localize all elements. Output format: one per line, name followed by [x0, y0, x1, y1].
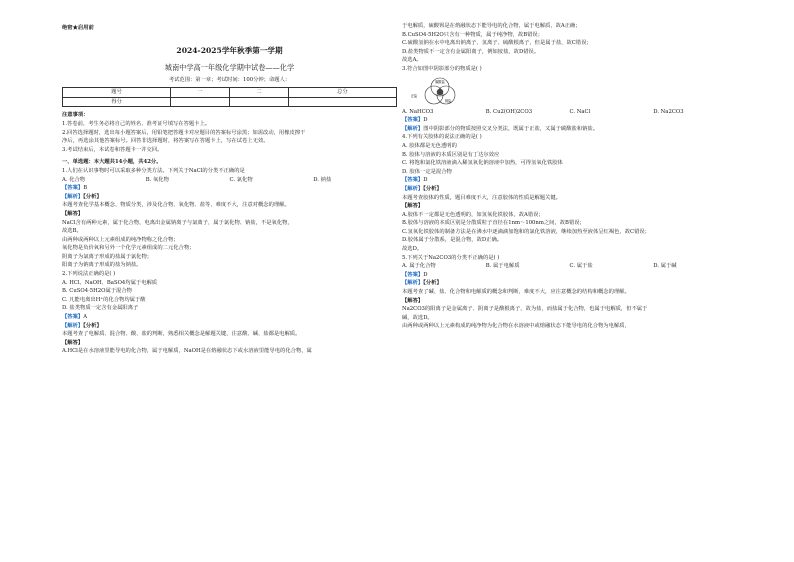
detail-label: 【解答】 — [402, 203, 424, 210]
score-cell: 得分 — [63, 97, 171, 107]
answer-line — [62, 184, 397, 193]
right-column — [402, 22, 737, 331]
option: D. 钠盐 — [313, 176, 332, 183]
question-4-stem: 4.下列有关胶体的说法正确的是( ) — [402, 134, 482, 141]
analysis-text: 图中阴影部分的物质按照交叉分类法，既属于正盐，又属于碳酸盐和钠盐。 — [423, 125, 599, 132]
answer-line — [402, 176, 737, 185]
option: A. NaHCO3 — [402, 108, 434, 115]
exam-subtitle: 城南中学高一年级化学期中试卷——化学 — [164, 62, 295, 72]
score-cell: 总分 — [288, 88, 396, 98]
answer-value: B — [83, 185, 88, 192]
detail-text: B.胶体与溶液的本质区别是分散质粒子直径在1nm～100nm之间，故B错误； — [402, 220, 585, 227]
option: B. CuSO4·5H2O属于混合物 — [62, 288, 132, 295]
score-cell — [229, 97, 288, 107]
option: A. 胶体都是无色透明的 — [402, 142, 457, 149]
answer-value: D — [423, 117, 428, 124]
score-cell: 一 — [171, 88, 230, 98]
exam-meta: 考试范围：第一章；考试时间：100分钟；命题人： — [168, 76, 291, 83]
answer-value: A — [83, 314, 88, 321]
analysis-label: 【解析】 — [62, 322, 84, 329]
analysis-line — [62, 193, 397, 202]
option: D. Na2CO3 — [653, 108, 684, 115]
venn-svg — [406, 76, 466, 106]
detail-text: 碱，故选D。 — [402, 314, 433, 321]
detail-text: 由两种或两种以上元素构成的纯净物为化合物在水溶液中或熔融状态下能导电的化合物为电解质， — [402, 323, 630, 330]
option: A. 属于化合物 — [402, 263, 436, 270]
answer-line — [62, 313, 397, 322]
analysis-line — [62, 322, 397, 331]
answer-label: 【答案】 — [402, 117, 424, 124]
detail-text: C.硫酸氢钠在水中电离出钠离子、氢离子、硫酸根离子，但是属于盐，故C错误； — [402, 40, 592, 47]
detail-label: 【解答】 — [62, 210, 84, 217]
option: D. 属于碱 — [653, 263, 677, 270]
detail-text: 氧化物是负价氧和另外一个化学元素组成的二元化合物； — [62, 245, 195, 252]
option: B. 氧化物 — [145, 176, 169, 183]
analysis-label: 【解析】 — [402, 125, 424, 132]
answer-label: 【答案】 — [402, 177, 424, 184]
option: B. 属于电解质 — [485, 263, 520, 270]
analysis-line — [402, 185, 737, 194]
option: C. 凡能电离出H⁺的化合物均属于酸 — [62, 296, 146, 303]
detail-text: 于电解质，硫酸钡是在熔融状态下能导电的化合物，属于电解质，故A正确； — [402, 23, 581, 29]
analysis-line — [402, 279, 737, 288]
answer-line — [402, 116, 737, 125]
detail-text: A.HCl是在水溶液里能导电的化合物，属于电解质，NaOH是在熔融状态下或水溶液里能导电的化合物，属 — [62, 348, 312, 355]
option: A. HCl、NaOH、BaSO4均属于电解质 — [62, 279, 158, 286]
answer-value: D — [423, 177, 428, 184]
analysis-label: 【解析】 — [62, 193, 84, 200]
question-3-options — [402, 108, 737, 117]
score-cell: 题号 — [63, 88, 171, 98]
note-item: 3.考试结束后，本试卷和答题卡一并交回。 — [62, 146, 163, 153]
question-1-stem: 1.人们在认识事物时可以采取多种分类方法。下列关于NaCl的分类不正确的是 — [62, 167, 245, 174]
notes-title: 注意事项： — [62, 112, 89, 119]
note-item: 2.回答选择题时，选出每小题答案后，用铅笔把答题卡对应题目的答案标号涂黑；如需改动，用橡皮擦干 — [62, 129, 306, 136]
detail-text: C.氢氧化铁胶体的制备方法是在沸水中逐滴滴加饱和的氯化铁溶液，继续加热至液体呈红褐色，故C错误； — [402, 228, 650, 235]
venn-label-normal-salt: 正盐 — [410, 93, 418, 98]
detail-text: 故选D。 — [402, 246, 423, 253]
score-table-header-row — [63, 88, 397, 98]
score-table — [62, 87, 397, 107]
score-cell — [288, 97, 396, 107]
detail-text: 故选B。 — [62, 228, 82, 235]
analysis-tag: 【分析】 — [83, 193, 102, 200]
answer-line — [402, 271, 737, 280]
detail-text: 由两种或两种以上元素组成的纯净物称之化合物； — [62, 236, 179, 243]
venn-label-carbonate: 碳酸盐 — [435, 79, 445, 84]
detail-label: 【解答】 — [62, 339, 84, 346]
analysis-text: 本题考查化学基本概念、物质分类，涉及化合物、氧化物、盐等，难度不大，注意对概念的理解。 — [62, 202, 290, 209]
detail-text: NaCl含有两种元素，属于化合物，电离出金属钠离子与氯离子，属于氯化物、钠盐，不是氧化物， — [62, 219, 293, 226]
answer-label: 【答案】 — [62, 185, 84, 192]
analysis-text: 本题考查了电解质、混合物、酸、盐的判断，熟悉相关概念是解题关键，注意酸、碱、盐都是电解质。 — [62, 331, 301, 338]
score-cell — [171, 97, 230, 107]
option: D. 胶体一定是混合物 — [402, 168, 452, 175]
detail-text: 阴离子为氯离子形成的盐属于氯化物； — [62, 253, 153, 260]
left-column — [62, 24, 397, 356]
detail-text: D.盐类物质不一定含有金属阳离子，例如铵盐，故D错误。 — [402, 48, 540, 55]
exam-title: 2024-2025学年秋季第一学期 — [176, 45, 283, 55]
detail-label: 【解答】 — [402, 297, 424, 304]
analysis-line — [402, 125, 737, 134]
venn-diagram — [406, 76, 737, 106]
score-cell: 二 — [229, 88, 288, 98]
question-3-stem: 3.符合如图中阴影部分的物质是( ) — [402, 65, 482, 72]
option: C. NaCl — [569, 108, 591, 115]
analysis-label: 【解析】 — [402, 185, 424, 192]
question-2-stem: 2.下列说法正确的是( ) — [62, 271, 116, 278]
detail-text: B.CuSO4·5H2O只含有一种物质，属于纯净物，故B错误； — [402, 31, 544, 38]
option: D. 盐类物质一定含有金属阳离子 — [62, 305, 139, 312]
question-1-options — [62, 176, 397, 185]
option: C. 将饱和氯化铁溶液滴入稀氢氧化钠溶液中加热，可得氢氧化铁胶体 — [402, 160, 563, 167]
analysis-tag: 【分析】 — [423, 280, 442, 287]
option: C. 属于盐 — [569, 263, 593, 270]
answer-label: 【答案】 — [402, 271, 424, 278]
option: C. 氯化物 — [229, 176, 253, 183]
analysis-tag: 【分析】 — [83, 322, 102, 329]
note-item: 1.答卷前，考生务必将自己的姓名、准考证号填写在答题卡上。 — [62, 120, 211, 127]
secret-label: 绝密★启用前 — [62, 25, 94, 31]
option: B. Cu2(OH)2CO3 — [485, 108, 533, 115]
section-heading: 一、单选题：本大题共14小题，共42分。 — [62, 159, 162, 166]
option: A. 化合物 — [62, 176, 86, 183]
detail-text: Na2CO3的阳离子是金属离子、阴离子是酸根离子，故为盐，而盐属于化合物，也属于电解质，但不属于 — [402, 306, 648, 313]
answer-value: D — [423, 271, 428, 278]
analysis-text: 本题考查胶体的性质，题目难度不大，注意胶体的性质是解题关键。 — [402, 194, 561, 201]
analysis-tag: 【分析】 — [423, 185, 442, 192]
question-5-stem: 5.下列关于Na2CO3的分类不正确的是( ) — [402, 254, 500, 261]
analysis-text: 本题考查了碱、盐、化合物和电解质的概念和判断，难度不大，应注意概念的结构和概念的理解。 — [402, 289, 630, 296]
detail-text: 故选A。 — [402, 57, 422, 64]
analysis-label: 【解析】 — [402, 280, 424, 287]
answer-label: 【答案】 — [62, 314, 84, 321]
option: B. 胶体与溶液的本质区别是有丁达尔效应 — [402, 151, 500, 158]
detail-text: A.胶体不一定都是无色透明的，如氢氧化铁胶体，故A错误； — [402, 211, 544, 218]
score-table-row — [63, 97, 397, 107]
detail-text: 阳离子为钠离子形成的盐为钠盐。 — [62, 262, 142, 269]
note-item: 净后，再选涂其他答案标号。回答非选择题时，将答案写在答题卡上，写在试卷上无效。 — [62, 138, 269, 145]
venn-label-sodium-salt: 钠盐 — [444, 98, 452, 103]
question-5-options — [402, 262, 737, 271]
detail-text: D.胶体属于分散系，是混合物，故D正确。 — [402, 237, 503, 244]
